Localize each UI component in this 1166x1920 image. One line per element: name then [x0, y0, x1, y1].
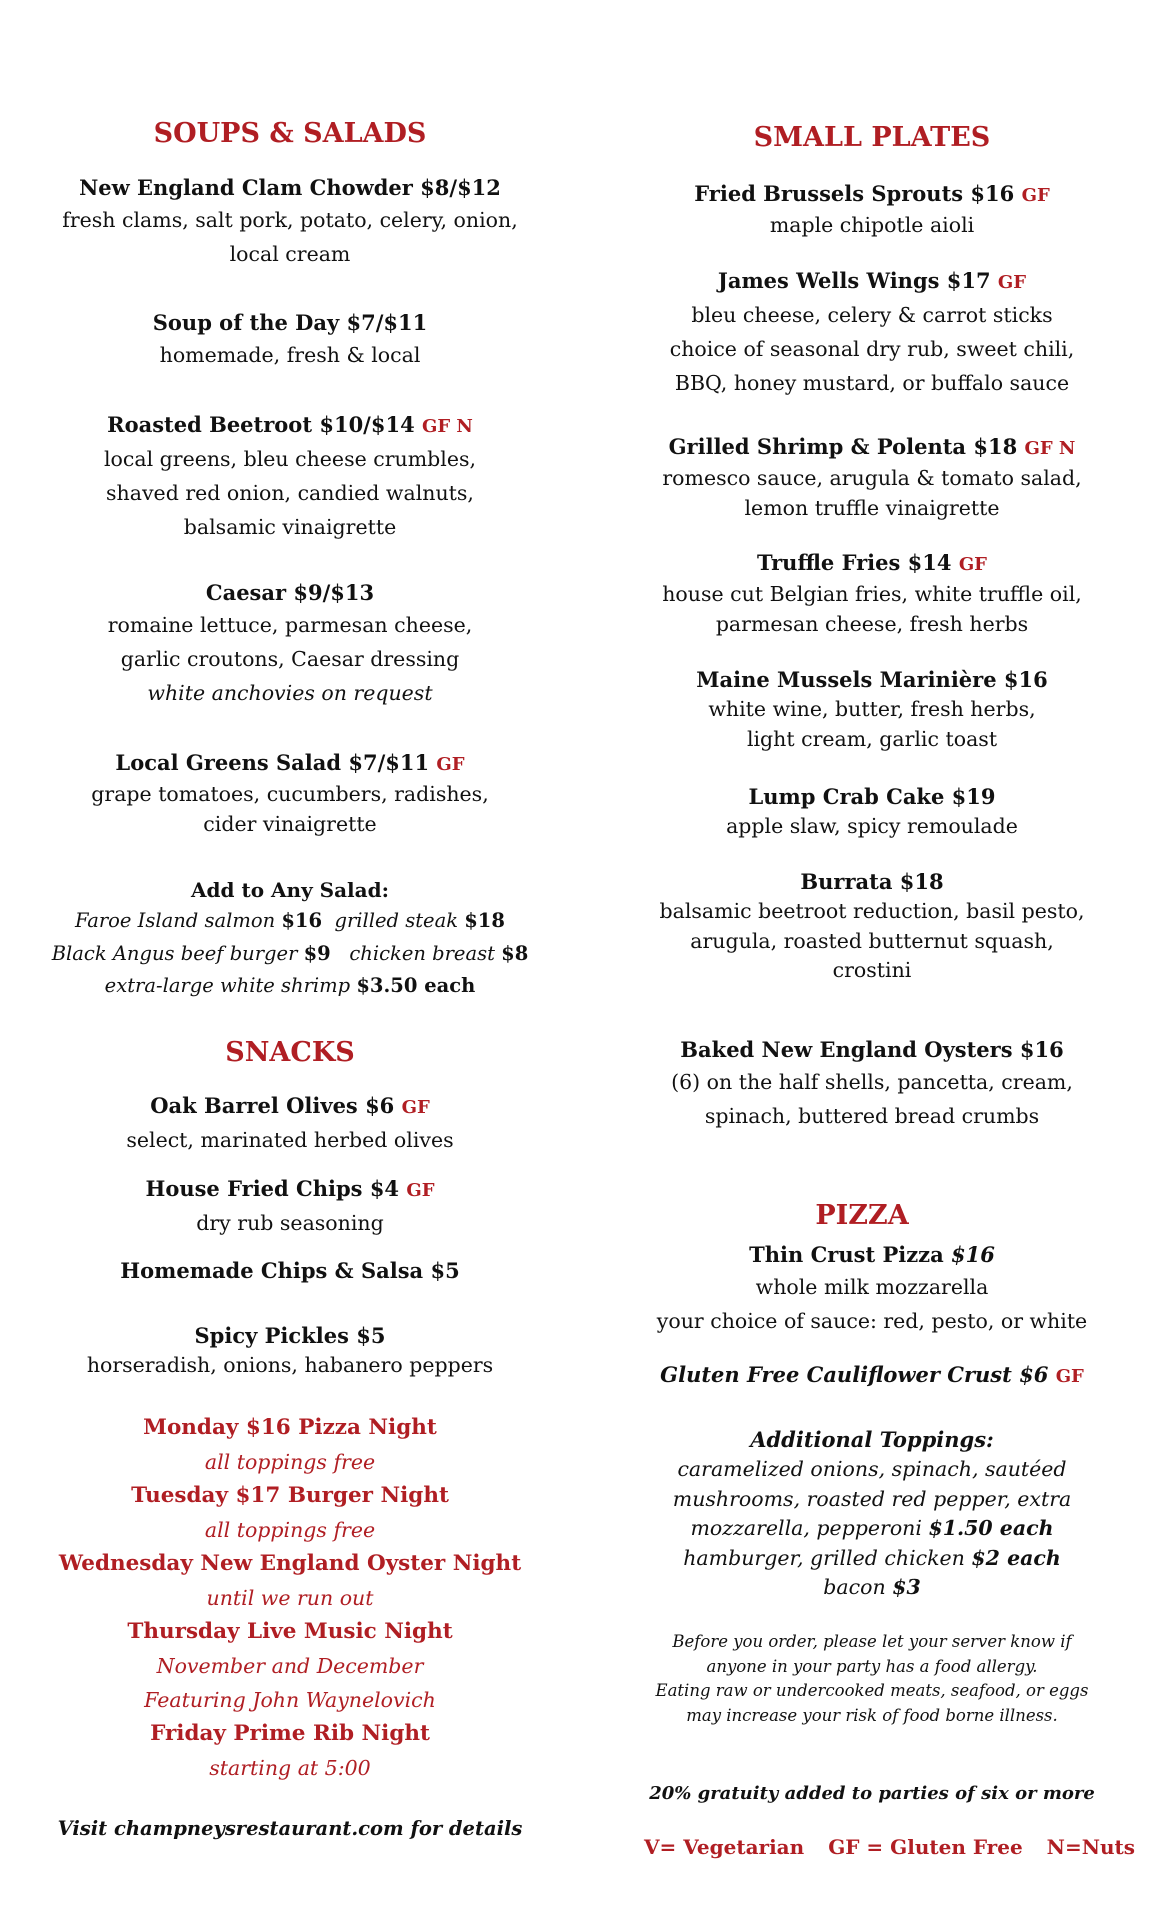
- dish-description: grape tomatoes, cucumbers, radishes, cider vinaigrette: [91, 782, 489, 836]
- menu-item-roasted-beetroot: [50, 410, 530, 544]
- legend-gluten-free: GF = Gluten Free: [828, 1835, 1023, 1859]
- dish-title: Burrata $18: [800, 869, 944, 894]
- special-title: Wednesday New England Oyster Night: [58, 1551, 522, 1576]
- dish-description: romaine lettuce, parmesan cheese, garlic croutons, Caesar dressing white anchovies on request: [50, 608, 530, 710]
- special-title: Thursday Live Music Night: [127, 1619, 453, 1644]
- dish-title: Truffle Fries $14 GF: [757, 550, 987, 575]
- dietary-tag: GF: [401, 1097, 430, 1118]
- dish-description: maple chipotle aioli: [769, 213, 975, 237]
- section-title-snacks: SNACKS: [225, 1037, 355, 1068]
- dish-description: bleu cheese, celery & carrot sticks choice of seasonal dry rub, sweet chili, BBQ, honey mustard, or buffalo sauce: [669, 303, 1075, 395]
- weekly-specials: [50, 1411, 530, 1785]
- dietary-legend: [632, 1832, 1136, 1862]
- menu-item-crab-cake: [632, 782, 1112, 842]
- menu-item-local-greens-salad: [50, 748, 530, 839]
- dietary-tag: GF: [406, 1180, 435, 1201]
- dish-title: Baked New England Oysters $16: [680, 1037, 1064, 1062]
- menu-item-shrimp-polenta: [632, 432, 1112, 523]
- menu-item-truffle-fries: [632, 548, 1112, 639]
- special-subtitle: Featuring John Waynelovich: [144, 1688, 436, 1712]
- dietary-tag: GF: [997, 272, 1027, 293]
- dish-description: house cut Belgian fries, white truffle oil, parmesan cheese, fresh herbs: [662, 582, 1082, 636]
- special-subtitle: all toppings free: [204, 1518, 376, 1542]
- special-subtitle: November and December: [156, 1654, 424, 1678]
- special-subtitle: starting at 5:00: [209, 1756, 371, 1780]
- website-notice: Visit champneysrestaurant.com for details: [57, 1817, 523, 1840]
- dietary-tag: GF: [1055, 1366, 1084, 1387]
- salad-add-ons: [50, 875, 530, 1003]
- dish-description: romesco sauce, arugula & tomato salad, lemon truffle vinaigrette: [662, 466, 1082, 520]
- dish-title: Lump Crab Cake $19: [748, 784, 996, 809]
- dish-description: horseradish, onions, habanero peppers: [86, 1353, 494, 1377]
- dietary-tag: GF: [436, 754, 465, 775]
- dish-description: select, marinated herbed olives: [126, 1128, 454, 1152]
- section-title-small-plates: SMALL PLATES: [753, 122, 991, 153]
- special-title: Tuesday $17 Burger Night: [131, 1483, 449, 1508]
- legend-vegetarian: V= Vegetarian: [644, 1835, 805, 1859]
- dish-note: white anchovies on request: [147, 681, 433, 705]
- menu-item-burrata: [632, 867, 1112, 986]
- menu-item-caesar: [50, 578, 530, 710]
- toppings-title: Additional Toppings:: [750, 1427, 994, 1452]
- dish-title: James Wells Wings $17 GF: [717, 268, 1027, 293]
- menu-item-clam-chowder: [50, 173, 530, 271]
- menu-item-spicy-pickles: [50, 1321, 530, 1381]
- dish-title: Roasted Beetroot $10/$14 GF N: [107, 412, 473, 437]
- dish-title: Homemade Chips & Salsa $5: [120, 1258, 460, 1283]
- menu-item-thin-crust-pizza: [632, 1240, 1112, 1338]
- dish-title: Caesar $9/$13: [205, 580, 375, 605]
- dish-title: Fried Brussels Sprouts $16 GF: [694, 181, 1050, 206]
- dish-description: dry rub seasoning: [196, 1211, 384, 1235]
- gratuity-notice: 20% gratuity added to parties of six or more: [649, 1783, 1095, 1804]
- toppings-list: caramelized onions, spinach, sautéed mushrooms, roasted red pepper, extra mozzarella, pepperoni $1.50 each hamburger, grilled chicken $2 each bacon $3: [672, 1457, 1072, 1599]
- special-title: Friday Prime Rib Night: [150, 1721, 430, 1746]
- dish-title: Local Greens Salad $7/$11 GF: [115, 750, 465, 775]
- dish-description: whole milk mozzarella your choice of sauce: red, pesto, or white: [656, 1275, 1088, 1333]
- allergy-notice: Before you order, please let your server know if anyone in your party has a food allergy. Eating raw or undercooked meats, seafood, or eggs may increase your risk of food borne illness.: [655, 1632, 1089, 1725]
- dish-description: homemade, fresh & local: [159, 343, 421, 367]
- dish-title: Soup of the Day $7/$11: [152, 310, 428, 335]
- dish-description: fresh clams, salt pork, potato, celery, onion, local cream: [62, 208, 518, 266]
- menu-item-brussels-sprouts: [632, 179, 1112, 241]
- add-ons-title: Add to Any Salad:: [191, 878, 389, 902]
- special-subtitle: all toppings free: [204, 1450, 376, 1474]
- dietary-tag: GF N: [1024, 438, 1076, 459]
- menu-item-gluten-free-crust: [632, 1360, 1112, 1392]
- dish-description: white wine, butter, fresh herbs, light cream, garlic toast: [708, 697, 1036, 751]
- dish-description: apple slaw, spicy remoulade: [726, 814, 1018, 838]
- dietary-tag: GF: [958, 554, 987, 575]
- menu-item-mussels: [632, 665, 1112, 754]
- dish-title: Thin Crust Pizza $16: [749, 1242, 995, 1267]
- special-title: Monday $16 Pizza Night: [143, 1415, 437, 1440]
- dietary-tag: GF: [1021, 185, 1050, 206]
- dish-title: Grilled Shrimp & Polenta $18 GF N: [668, 434, 1076, 459]
- dish-title: Spicy Pickles $5: [194, 1323, 386, 1348]
- add-on-line: Faroe Island salmon $16 grilled steak $18: [75, 909, 505, 932]
- menu-item-baked-oysters: [632, 1035, 1112, 1133]
- dish-title: House Fried Chips $4 GF: [145, 1176, 435, 1201]
- additional-toppings: [632, 1425, 1112, 1603]
- menu-item-chips-salsa: [50, 1256, 530, 1286]
- dish-description: balsamic beetroot reduction, basil pesto, arugula, roasted butternut squash, crostini: [659, 899, 1085, 982]
- section-title-soups-salads: SOUPS & SALADS: [153, 118, 427, 149]
- menu-item-house-fried-chips: [50, 1174, 530, 1240]
- special-subtitle: until we run out: [206, 1586, 374, 1610]
- add-on-line: extra-large white shrimp $3.50 each: [104, 974, 476, 997]
- menu-item-soup-of-the-day: [50, 308, 530, 372]
- dish-title: Oak Barrel Olives $6 GF: [150, 1093, 430, 1118]
- menu-item-olives: [50, 1091, 530, 1157]
- dish-description: (6) on the half shells, pancetta, cream, spinach, buttered bread crumbs: [671, 1070, 1073, 1128]
- dish-title: Gluten Free Cauliflower Crust $6 GF: [660, 1362, 1084, 1387]
- section-title-pizza: PIZZA: [815, 1200, 909, 1231]
- dish-title: New England Clam Chowder $8/$12: [79, 175, 501, 200]
- dietary-tag: GF N: [422, 416, 473, 437]
- dish-description: local greens, bleu cheese crumbles, shaved red onion, candied walnuts, balsamic vinaigrette: [103, 447, 477, 539]
- menu-item-wings: [632, 266, 1112, 400]
- dish-title: Maine Mussels Marinière $16: [696, 667, 1048, 692]
- add-on-line: Black Angus beef burger $9 chicken breast $8: [51, 941, 529, 965]
- legend-nuts: N=Nuts: [1046, 1835, 1136, 1859]
